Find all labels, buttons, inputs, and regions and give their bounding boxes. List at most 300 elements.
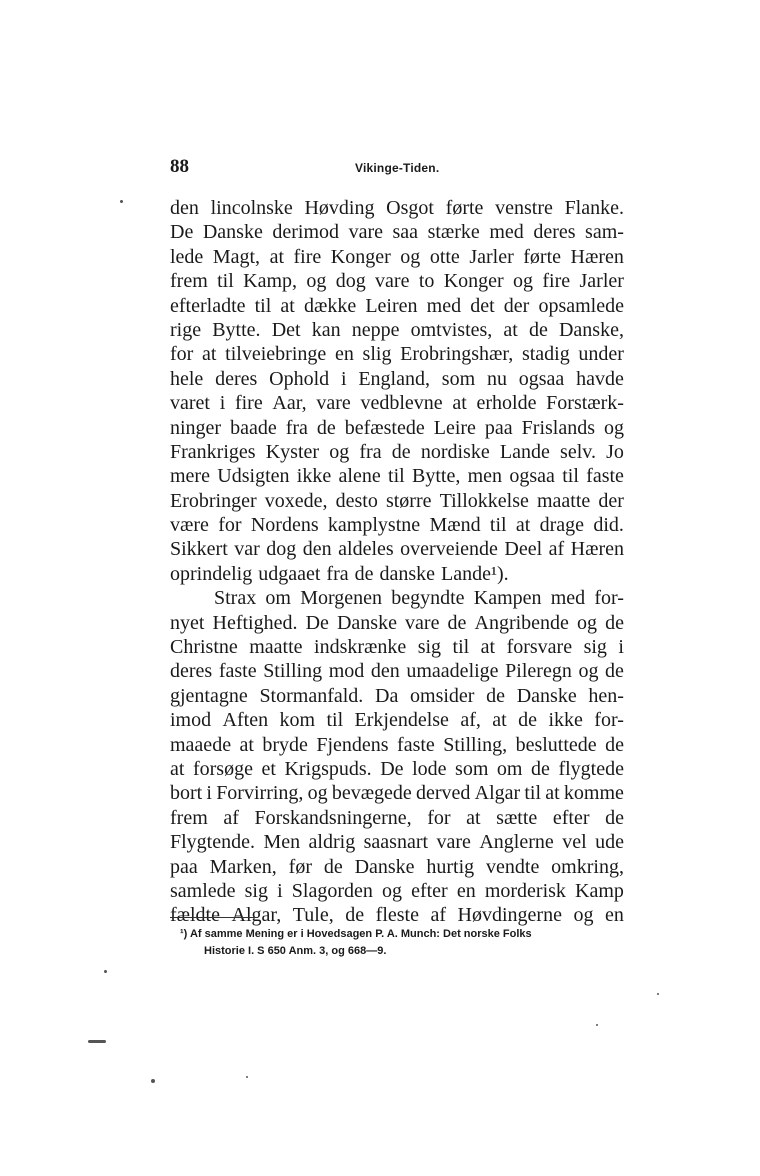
word: umaadelige <box>406 660 499 683</box>
word: sam- <box>585 221 624 244</box>
word: aldeles <box>338 538 394 561</box>
word: vare <box>405 611 440 634</box>
word: faste <box>218 660 257 683</box>
word: fire <box>542 270 571 293</box>
scan-speck <box>88 1040 106 1043</box>
word: efter <box>552 806 590 829</box>
word: Kamp <box>575 879 624 902</box>
word: Krigspuds. <box>284 757 372 780</box>
word: mere <box>170 465 210 488</box>
word: og <box>400 245 421 268</box>
word: Kamp, <box>243 270 298 293</box>
text-line <box>170 464 624 488</box>
word: og <box>573 904 594 927</box>
word: kamplystne <box>327 514 421 537</box>
word: for <box>170 343 194 366</box>
word: opsamlede <box>538 294 624 317</box>
word: de <box>391 440 411 463</box>
word: Morgenen <box>300 587 383 610</box>
word: den <box>170 197 199 219</box>
word: der <box>503 294 530 317</box>
word: ikke <box>296 465 332 488</box>
word: derimod <box>272 221 340 244</box>
word: forsøge <box>192 757 253 780</box>
word: og <box>329 440 350 463</box>
word: Heftighed. <box>212 611 298 634</box>
word: den <box>302 538 332 561</box>
word: i <box>206 782 212 805</box>
word: nordiske <box>420 440 490 463</box>
word: de <box>518 709 538 732</box>
word: med <box>550 587 586 610</box>
word: Osgot <box>386 197 434 219</box>
word: Deel <box>504 538 543 561</box>
word: for- <box>594 587 624 610</box>
word: i <box>340 367 347 390</box>
word: at <box>480 636 496 659</box>
word: til <box>254 294 272 317</box>
word: Høvdingerne <box>457 904 562 927</box>
word: to <box>418 270 435 293</box>
word: frem <box>170 806 208 829</box>
text-line <box>170 440 624 464</box>
word: Sikkert <box>170 538 228 561</box>
word: en <box>334 343 354 366</box>
text-line <box>170 855 624 879</box>
text-line <box>170 611 624 635</box>
word: otte <box>429 245 460 268</box>
word: at <box>492 709 507 732</box>
word: de <box>447 611 467 634</box>
text-line <box>170 659 624 683</box>
word: Tillokkelse <box>439 489 529 512</box>
word: selv. <box>560 440 596 463</box>
word: Da <box>375 684 399 707</box>
scan-speck <box>596 1024 598 1026</box>
word: alene <box>338 465 381 488</box>
text-line <box>170 245 624 269</box>
word: der <box>598 489 624 512</box>
word: førte <box>445 197 484 219</box>
word: at <box>280 294 295 317</box>
text-line <box>170 708 624 732</box>
word: til <box>452 636 470 659</box>
word: Kampen <box>473 587 542 610</box>
word: tilveiebringe <box>225 343 327 366</box>
word: en <box>456 879 476 902</box>
word: befæstede <box>344 416 425 439</box>
scan-speck <box>151 1079 155 1083</box>
word: De <box>305 611 329 634</box>
word: at <box>452 392 467 415</box>
word: dog <box>266 538 297 561</box>
word: Erobringer <box>170 489 257 512</box>
word: i <box>277 879 283 902</box>
word: imod <box>170 709 212 732</box>
word: og <box>306 270 327 293</box>
footnote-line: Historie I. S 650 Anm. 3, og 668—9. <box>204 945 387 957</box>
word: i <box>219 392 226 415</box>
word: Leire <box>433 416 476 439</box>
word: omsider <box>410 684 475 707</box>
page-header <box>170 156 624 182</box>
word: fra <box>285 416 308 439</box>
text-line <box>170 342 624 366</box>
word: Erobringshær, <box>400 343 514 366</box>
word: ikke <box>548 709 583 732</box>
word: Magt, <box>212 245 261 268</box>
word: havde <box>576 367 624 390</box>
word: fleste <box>375 904 419 927</box>
word: Forstærk- <box>546 392 624 415</box>
word: og <box>513 270 534 293</box>
text-line <box>170 513 624 537</box>
word: Tule, <box>292 904 334 927</box>
text-line <box>170 537 624 561</box>
word: vare <box>348 221 383 244</box>
text-line <box>170 416 624 440</box>
text-line <box>170 757 624 781</box>
text-line <box>170 830 624 854</box>
word: desto <box>335 489 378 512</box>
text-line <box>170 586 624 610</box>
word: ninger <box>170 416 222 439</box>
word: de <box>605 611 624 634</box>
text-line <box>170 562 624 586</box>
text-line <box>170 684 624 708</box>
word: være <box>170 514 209 537</box>
word: til <box>562 465 579 488</box>
word: Høvding <box>304 197 375 219</box>
word: Slagorden <box>291 879 373 902</box>
word: fra <box>326 562 349 585</box>
word: flygtede <box>558 757 624 780</box>
word: det <box>470 294 495 317</box>
word: dække <box>303 294 357 317</box>
footnote-divider <box>170 917 258 918</box>
word: til <box>326 709 344 732</box>
word: saasnart <box>363 831 429 854</box>
word: Nordens <box>250 514 319 537</box>
word: Danske <box>354 855 415 878</box>
word: voxede, <box>264 489 328 512</box>
word: bort <box>170 782 203 805</box>
word: og <box>603 416 624 439</box>
word: om <box>496 757 523 780</box>
word: Danske <box>336 611 397 634</box>
word: at <box>202 343 217 366</box>
word: vare <box>436 831 471 854</box>
footnotes <box>170 926 624 960</box>
word: til <box>217 270 234 293</box>
word: ude <box>595 831 624 854</box>
word: deres <box>533 221 576 244</box>
word: mod <box>328 660 365 683</box>
word: aldrig <box>308 831 356 854</box>
word: Hæren <box>570 538 624 561</box>
word: vare <box>316 392 351 415</box>
word: de <box>605 733 624 756</box>
word: Konger <box>443 270 504 293</box>
word: sig <box>417 636 442 659</box>
word: Ophold <box>269 367 330 390</box>
word: var <box>234 538 260 561</box>
word: deres <box>170 660 213 683</box>
word: saa <box>392 221 419 244</box>
word: faste <box>586 465 624 488</box>
word: Bytte. <box>212 318 261 341</box>
word: Jarler <box>579 270 624 293</box>
word: de <box>531 757 550 780</box>
word: hele <box>170 367 204 390</box>
word: sig <box>244 879 268 902</box>
word: fra <box>359 440 382 463</box>
word: ogsaa <box>518 367 565 390</box>
word: vedblevne <box>360 392 443 415</box>
text-line <box>170 879 624 903</box>
text-line <box>170 391 624 415</box>
word: maatte <box>249 636 303 659</box>
word: til <box>524 782 542 805</box>
word: under <box>578 343 624 366</box>
word: stærke <box>427 221 480 244</box>
word: Flanke. <box>564 197 624 219</box>
word: Christne <box>170 636 238 659</box>
word: af <box>430 904 447 927</box>
word: faste <box>397 733 435 756</box>
word: lede <box>170 245 204 268</box>
word: en <box>605 904 624 927</box>
text-line <box>170 781 624 805</box>
word: varet <box>170 392 210 415</box>
word: bevægede <box>331 782 412 805</box>
word: Flygtende. <box>170 831 255 854</box>
running-title: Vikinge-Tiden. <box>355 161 440 175</box>
word: Stilling, <box>443 733 508 756</box>
word: Jo <box>606 440 624 463</box>
word: Danske <box>516 684 577 707</box>
word: sætte <box>496 806 538 829</box>
word: ogsaa <box>509 465 555 488</box>
word: til <box>388 465 405 488</box>
word: hurtig <box>426 855 475 878</box>
word: Fjendens <box>316 733 389 756</box>
word: Lande¹). <box>441 562 509 585</box>
word: og <box>381 879 402 902</box>
word: af <box>223 806 239 829</box>
word: omkring, <box>551 855 624 878</box>
word: Frankriges <box>170 440 256 463</box>
word: med <box>489 221 524 244</box>
word: komme <box>563 782 624 805</box>
word: at <box>466 806 481 829</box>
footnote-line: ¹) Af samme Mening er i Hovedsagen P. A. Munch: Det norske Folks <box>180 928 532 940</box>
text-line <box>170 806 624 830</box>
word: dog <box>335 270 366 293</box>
word: at <box>269 245 284 268</box>
word: Kyster <box>265 440 320 463</box>
word: stadig <box>521 343 570 366</box>
word: bryde <box>262 733 308 756</box>
word: rige <box>170 318 202 341</box>
word: udgaaet <box>258 562 321 585</box>
word: at <box>545 782 560 805</box>
word: drage <box>539 514 585 537</box>
word: Konger <box>330 245 391 268</box>
word: did. <box>593 514 624 537</box>
word: større <box>385 489 432 512</box>
word: maatte <box>537 489 591 512</box>
word: og <box>578 660 599 683</box>
word: Stormanfald. <box>259 684 364 707</box>
text-line <box>170 489 624 513</box>
word: fire <box>234 392 263 415</box>
word: samlede <box>170 879 236 902</box>
word: omtvistes, <box>410 318 493 341</box>
text-line <box>170 196 624 220</box>
word: England, <box>358 367 430 390</box>
word: de <box>605 660 624 683</box>
page-number: 88 <box>170 156 189 177</box>
word: nyet <box>170 611 205 634</box>
word: for <box>218 514 242 537</box>
word: af, <box>460 709 481 732</box>
word: Lande <box>499 440 550 463</box>
word: at <box>515 514 531 537</box>
scan-speck <box>104 970 107 973</box>
scan-speck <box>120 200 123 203</box>
word: Jarler <box>469 245 514 268</box>
word: et <box>261 757 276 780</box>
word: indskrænke <box>314 636 407 659</box>
word: kom <box>279 709 316 732</box>
word: af <box>548 538 565 561</box>
word: Forvirring, <box>216 782 304 805</box>
word: og <box>577 611 598 634</box>
word: som <box>455 757 489 780</box>
word: Det <box>271 318 301 341</box>
word: venstre <box>495 197 553 219</box>
word: derved <box>416 782 471 805</box>
word: overveiende <box>400 538 498 561</box>
word: de <box>354 562 374 585</box>
text-line <box>170 220 624 244</box>
word: men <box>467 465 503 488</box>
word: begyndte <box>391 587 465 610</box>
word: deres <box>215 367 258 390</box>
word: neppe <box>351 318 400 341</box>
word: Angribende <box>474 611 569 634</box>
word: vendte <box>486 855 540 878</box>
word: i <box>618 636 624 659</box>
word: de <box>605 806 624 829</box>
word: fire <box>293 245 322 268</box>
word: oprindelig <box>170 562 253 585</box>
word: før <box>288 855 312 878</box>
word: hen- <box>588 684 624 707</box>
word: paa <box>170 855 198 878</box>
word: nu <box>486 367 507 390</box>
scan-speck <box>246 1076 248 1078</box>
word: de <box>528 318 548 341</box>
word: efter <box>411 879 448 902</box>
word: for <box>427 806 451 829</box>
word: Marken, <box>209 855 277 878</box>
word: paa <box>484 416 513 439</box>
word: gjentagne <box>170 684 248 707</box>
scan-speck <box>657 993 659 995</box>
word: Anglerne <box>479 831 554 854</box>
word: Stilling <box>263 660 323 683</box>
word: Danske, <box>558 318 624 341</box>
word: forsvare <box>506 636 573 659</box>
text-line <box>170 367 624 391</box>
word: lode <box>412 757 447 780</box>
word: maaede <box>170 733 232 756</box>
word: slig <box>362 343 392 366</box>
word: at <box>170 757 185 780</box>
word: besluttede <box>515 733 597 756</box>
word: frem <box>170 270 208 293</box>
text-line <box>170 294 624 318</box>
text-line <box>170 733 624 757</box>
word: Danske <box>202 221 263 244</box>
word: Frislands <box>521 416 595 439</box>
word: Forskandsningerne, <box>254 806 412 829</box>
word: de <box>323 855 343 878</box>
word: Algar <box>474 782 521 805</box>
word: lincolnske <box>210 197 293 219</box>
text-line <box>170 318 624 342</box>
word: fældte <box>170 904 220 927</box>
word: vel <box>562 831 587 854</box>
word: for- <box>594 709 624 732</box>
word: Men <box>263 831 301 854</box>
word: og <box>307 782 328 805</box>
word: med <box>426 294 462 317</box>
word: Leiren <box>365 294 418 317</box>
word: sig <box>583 636 607 659</box>
word: baade <box>230 416 277 439</box>
word: danske <box>379 562 436 585</box>
word: erholde <box>476 392 537 415</box>
word: de <box>316 416 336 439</box>
text-line <box>170 903 624 927</box>
word: efterladte <box>170 294 246 317</box>
word: Udsigten <box>217 465 290 488</box>
word: at <box>239 733 254 756</box>
word: Erkjendelse <box>354 709 449 732</box>
word: til <box>489 514 507 537</box>
word: morderisk <box>484 879 566 902</box>
word: Mænd <box>429 514 481 537</box>
body-text <box>170 196 624 928</box>
word: at <box>503 318 518 341</box>
word: Hæren <box>570 245 624 268</box>
word: som <box>441 367 476 390</box>
word: de <box>486 684 506 707</box>
word: om <box>265 587 291 610</box>
word: Pileregn <box>505 660 572 683</box>
word: De <box>380 757 404 780</box>
word: kan <box>311 318 341 341</box>
word: De <box>170 221 194 244</box>
word: de <box>345 904 365 927</box>
word: Strax <box>214 587 257 610</box>
word: Bytte, <box>411 465 461 488</box>
word: vare <box>375 270 410 293</box>
text-line <box>170 635 624 659</box>
